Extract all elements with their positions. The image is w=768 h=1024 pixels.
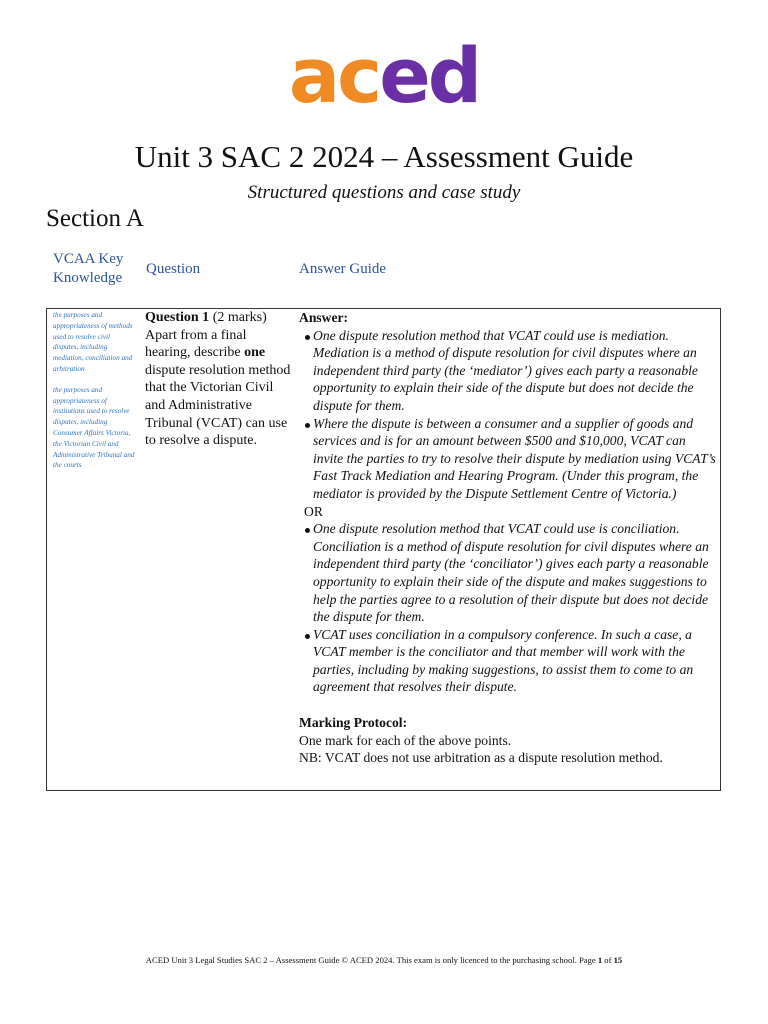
section-heading: Section A	[46, 205, 144, 232]
answer-bullet: One dispute resolution method that VCAT could use is mediation. Mediation is a method of dispute resolution for civil disputes where an independent third party (the ‘mediator’) gives each party a reasonable opportunity to explain their side of the dispute but does not decide the dispute for them.	[299, 327, 717, 415]
answer-bullet: One dispute resolution method that VCAT could use is conciliation. Conciliation is a method of dispute resolution for civil disputes where an independent third party (the ‘conciliator’) gives each party a reasonable opportunity to explain their side of the dispute and makes suggestions to help the parties agree to a resolution of their dispute but does not decide the dispute for them.	[299, 520, 717, 626]
marking-protocol-heading: Marking Protocol:	[299, 715, 408, 731]
question-marks: (2 marks)	[212, 310, 267, 325]
logo-part-ed: ed	[379, 31, 480, 120]
marking-line: NB: VCAT does not use arbitration as a dispute resolution method.	[299, 750, 663, 766]
question-text-rest: dispute resolution method that the Victorian Civil and Administrative Tribunal (VCAT) can use to resolve a dispute.	[145, 362, 291, 449]
question-emphasis: one	[244, 345, 266, 361]
key-knowledge-item: the purposes and appropriateness of methods used to resolve civil disputes, including mediation, conciliation and arbitration	[53, 311, 133, 373]
or-label: OR	[304, 503, 323, 519]
key-knowledge-item: the purposes and appropriateness of institutions used to resolve disputes, including Consumer Affairs Victoria, the Victorian Civil and Administrative Tribunal and the courts	[53, 385, 135, 470]
aced-logo	[0, 31, 768, 120]
marking-line: One mark for each of the above points.	[299, 732, 512, 748]
answer-column	[299, 309, 717, 767]
key-knowledge-column	[53, 310, 137, 481]
page-title: Unit 3 SAC 2 2024 – Assessment Guide	[134, 139, 634, 174]
footer-of: of	[604, 955, 612, 965]
footer-page-total: 15	[613, 955, 623, 965]
footer-page-number: 1	[597, 955, 603, 965]
question-text: Apart from a final hearing, describe	[145, 327, 247, 361]
page-subtitle: Structured questions and case study	[247, 182, 521, 203]
page-footer	[0, 955, 768, 965]
answer-heading: Answer:	[299, 310, 349, 325]
header-key-knowledge: VCAA Key Knowledge	[53, 251, 124, 286]
question-label: Question 1	[145, 310, 210, 325]
header-answer-guide: Answer Guide	[299, 261, 387, 277]
footer-text: ACED Unit 3 Legal Studies SAC 2 – Assessment Guide © ACED 2024. This exam is only licenced to the purchasing school. Page	[145, 955, 596, 965]
header-question: Question	[146, 261, 201, 277]
logo-part-ac: ac	[288, 31, 380, 120]
answer-bullet: VCAT uses conciliation in a compulsory conference. In such a case, a VCAT member is the conciliator and that member will work with the parties, including by making suggestions, to assist them to come to an agreement that resolves their dispute.	[299, 626, 717, 696]
answer-bullet: Where the dispute is between a consumer and a supplier of goods and services and is for an amount between $500 and $10,000, VCAT can invite the parties to try to resolve their dispute by mediation using VCAT’s Fast Track Mediation and Hearing Program. (Under this program, the mediator is provided by the Dispute Settlement Centre of Victoria.)	[299, 415, 717, 503]
question-column	[145, 309, 295, 450]
